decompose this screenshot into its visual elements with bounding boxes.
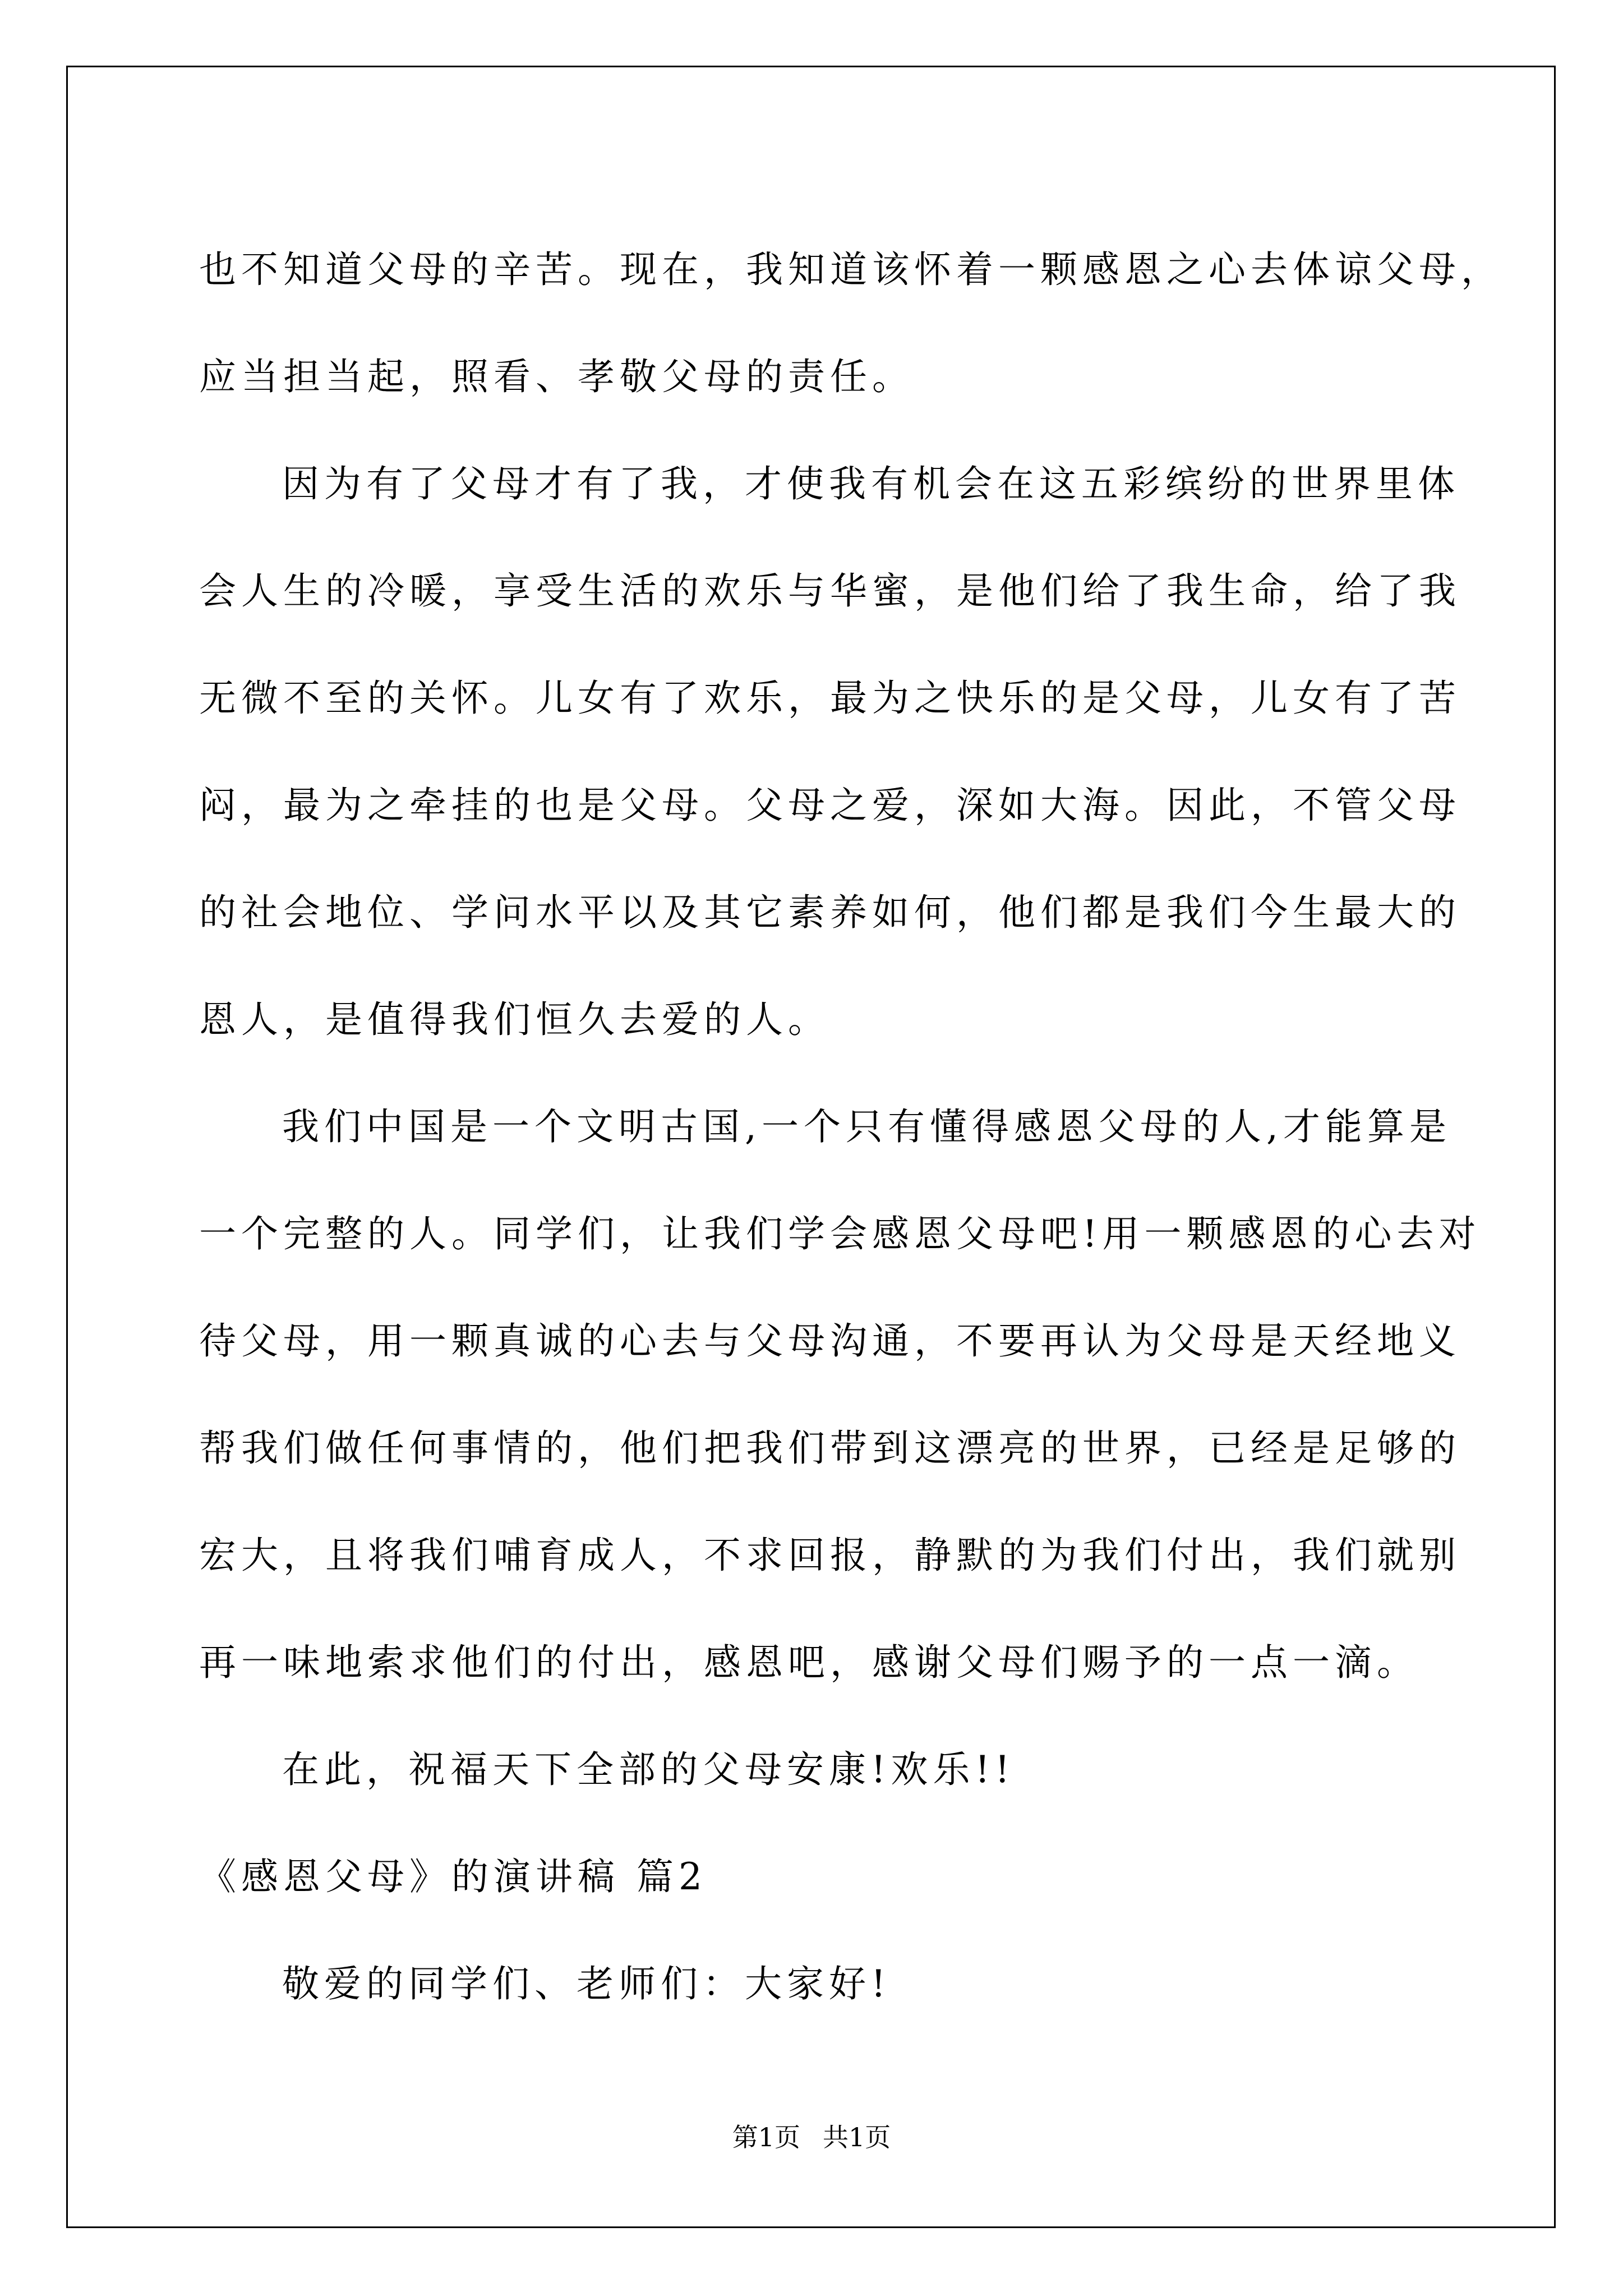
text-line-14: 再一味地索求他们的付出，感恩吧，感谢父母们赐予的一点一滴。 bbox=[199, 1641, 1419, 1684]
text-line-7: 的社会地位、学问水平以及其它素养如何，他们都是我们今生最大的 bbox=[199, 891, 1461, 934]
text-line-15: 在此，祝福天下全部的父母安康!欢乐!! bbox=[282, 1748, 1015, 1791]
text-line-8: 恩人，是值得我们恒久去爱的人。 bbox=[199, 998, 830, 1041]
text-line-1: 也不知道父母的辛苦。现在，我知道该怀着一颗感恩之心去体谅父母， bbox=[199, 248, 1503, 291]
text-line-2: 应当担当起，照看、孝敬父母的责任。 bbox=[199, 355, 914, 398]
page-total: 共1页 bbox=[823, 2122, 891, 2152]
text-line-10: 一个完整的人。同学们，让我们学会感恩父母吧!用一颗感恩的心去对 bbox=[199, 1212, 1481, 1255]
document-body bbox=[199, 216, 1503, 2037]
text-line-12: 帮我们做任何事情的，他们把我们带到这漂亮的世界，已经是足够的 bbox=[199, 1427, 1461, 1470]
text-line-9: 我们中国是一个文明古国,一个只有懂得感恩父母的人,才能算是 bbox=[282, 1105, 1451, 1148]
text-line-11: 待父母，用一颗真诚的心去与父母沟通，不要再认为父母是天经地义 bbox=[199, 1319, 1461, 1363]
section-heading: 《感恩父母》的演讲稿 篇2 bbox=[199, 1855, 707, 1898]
page-footer bbox=[0, 2120, 1623, 2154]
text-line-4: 会人生的冷暖，享受生活的欢乐与华蜜，是他们给了我生命，给了我 bbox=[199, 569, 1461, 613]
text-line-6: 闷，最为之牵挂的也是父母。父母之爱，深如大海。因此，不管父母 bbox=[199, 784, 1461, 827]
text-line-5: 无微不至的关怀。儿女有了欢乐，最为之快乐的是父母，儿女有了苦 bbox=[199, 677, 1461, 720]
text-line-3: 因为有了父母才有了我，才使我有机会在这五彩缤纷的世界里体 bbox=[282, 462, 1460, 505]
text-line-13: 宏大，且将我们哺育成人，不求回报，静默的为我们付出，我们就别 bbox=[199, 1534, 1461, 1577]
text-line-17: 敬爱的同学们、老师们：大家好! bbox=[282, 1962, 891, 2005]
page-number: 第1页 bbox=[732, 2122, 800, 2152]
